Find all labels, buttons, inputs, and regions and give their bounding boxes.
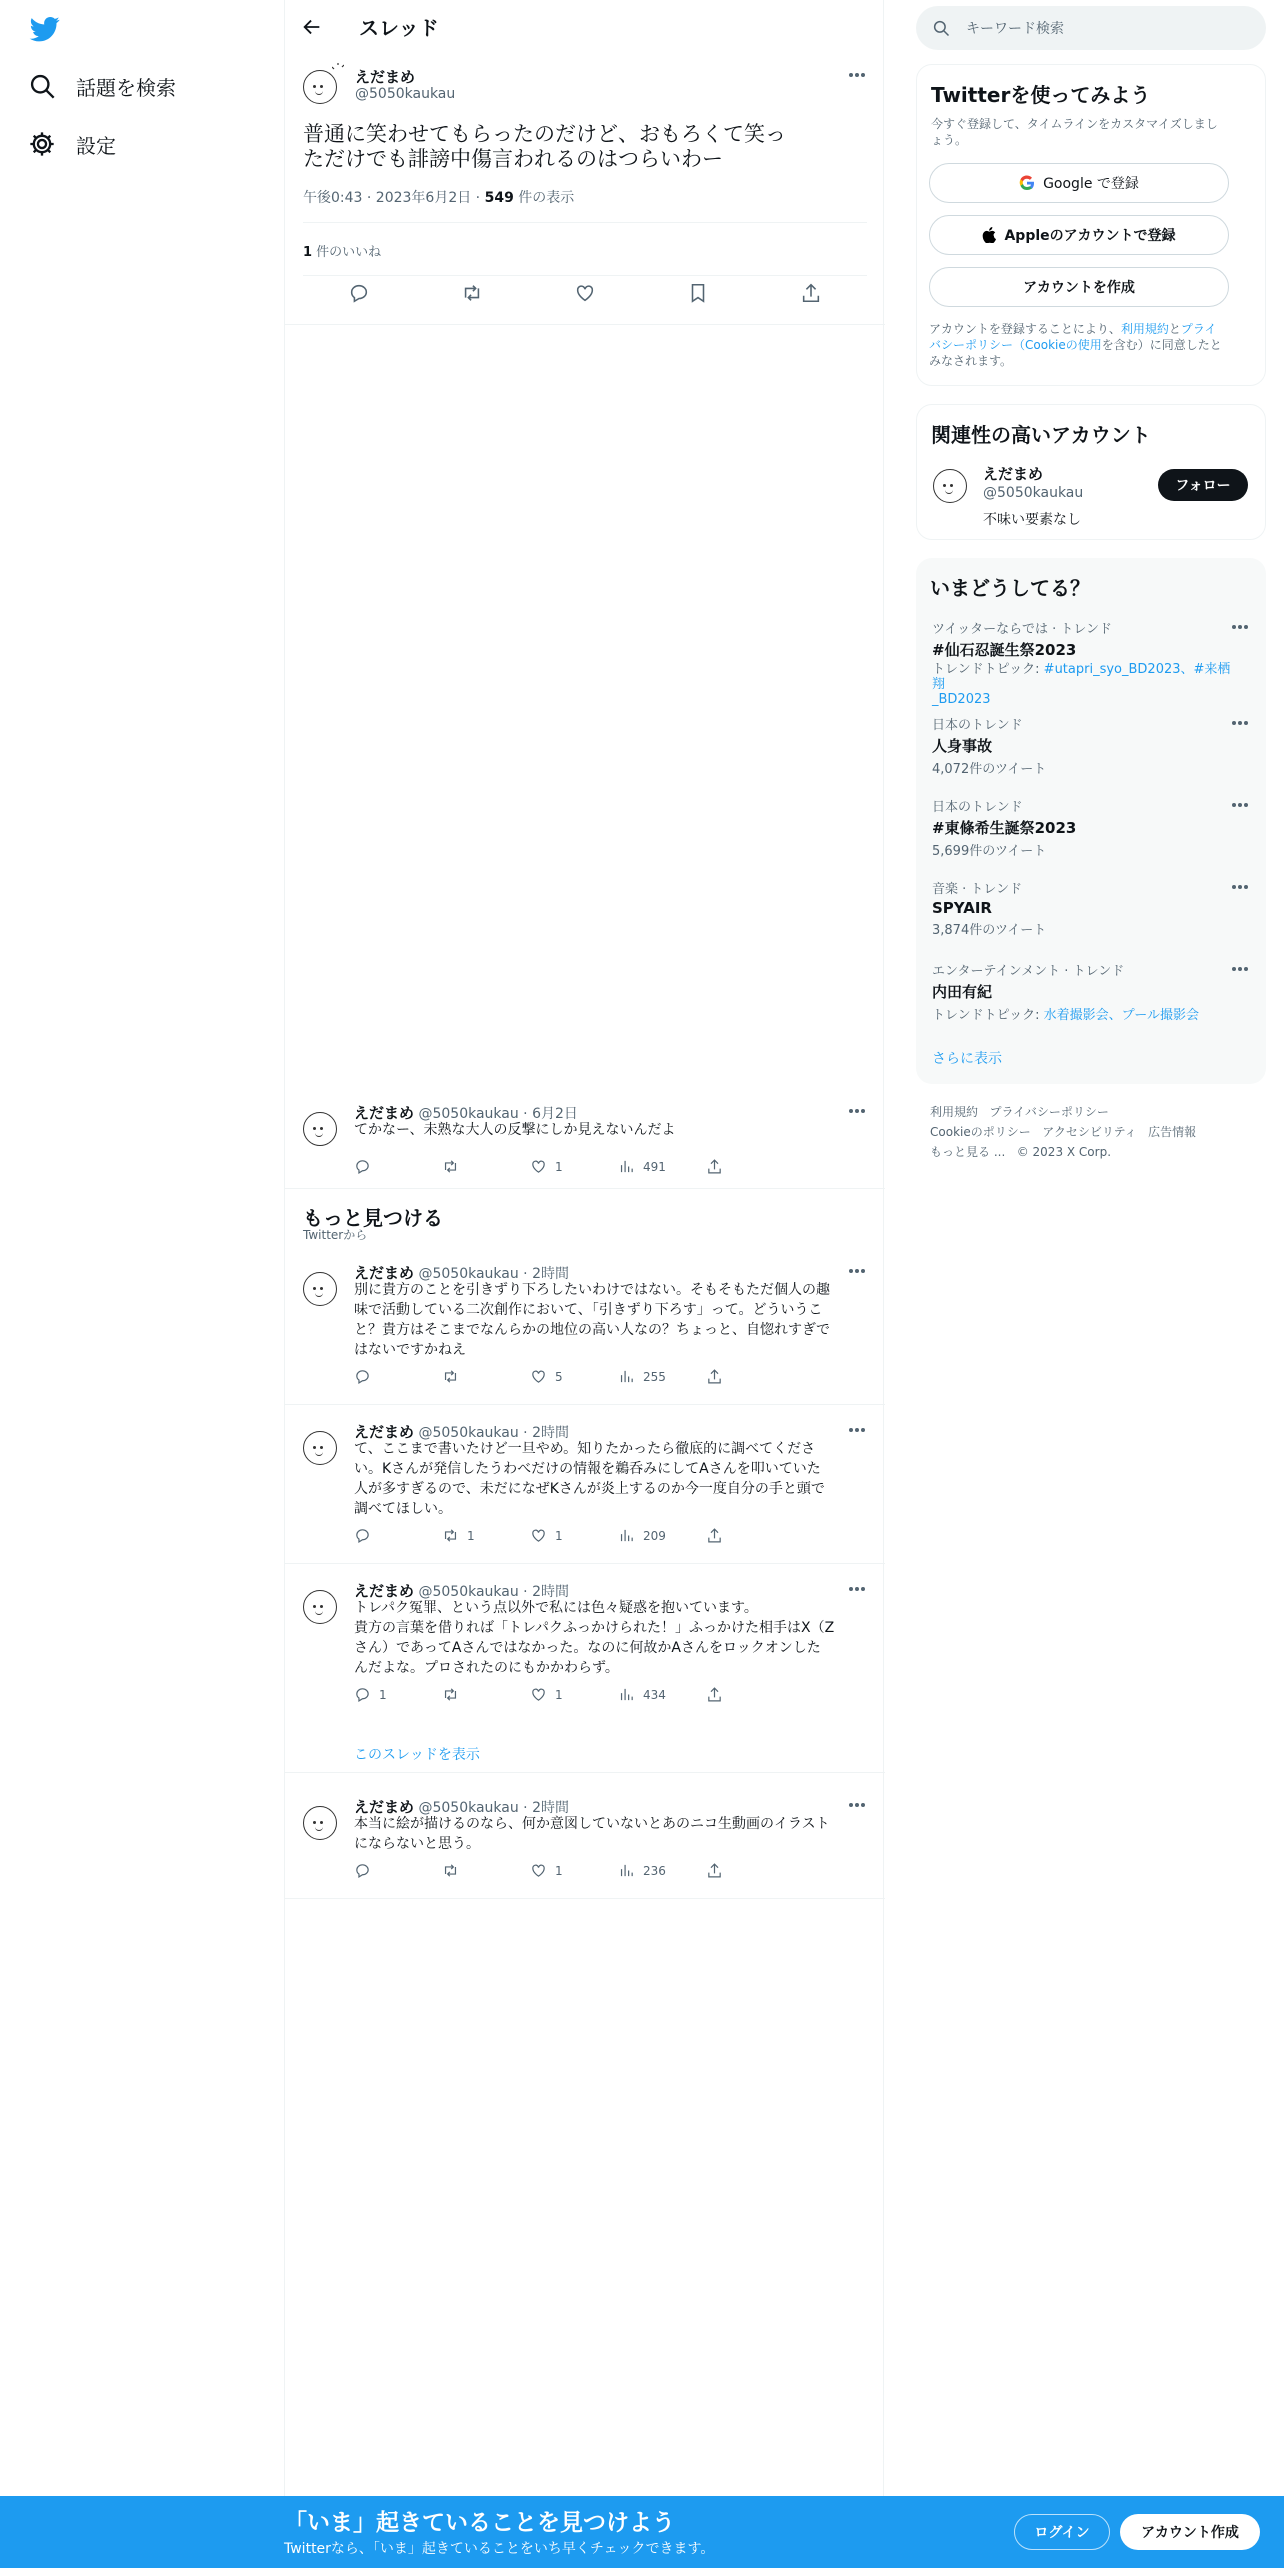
bottom-signup-bar [0, 2496, 1284, 2568]
related-name[interactable]: えだまめ [983, 465, 1044, 483]
trend-title: 人身事故 [932, 737, 993, 755]
divider [285, 1563, 885, 1564]
apple-signup-button[interactable] [929, 215, 1229, 255]
share-action[interactable] [706, 1158, 794, 1175]
bottom-subtitle: Twitterなら、「いま」起きていることをいち早くチェックできます。 [284, 2541, 715, 2557]
divider [303, 222, 867, 223]
retweet-icon [442, 1686, 459, 1703]
avatar[interactable] [303, 1806, 337, 1840]
trend-topics [932, 1004, 1242, 1023]
author-name[interactable]: えだまめ [355, 68, 416, 86]
author-meta[interactable]: @5050kaukau · 2時間 [418, 1266, 569, 1282]
bottom-title: 「いま」起きていることを見つけよう [284, 2510, 675, 2536]
avatar[interactable] [303, 1590, 337, 1624]
google-signup-label: Google で登録 [1043, 176, 1139, 192]
list-item[interactable] [285, 1262, 885, 1398]
related-bio: 不味い要素なし [983, 512, 1081, 528]
footer-links [930, 1102, 1196, 1162]
avatar[interactable] [933, 469, 967, 503]
bookmark-icon[interactable] [687, 282, 709, 304]
divider [285, 1898, 885, 1899]
author-meta[interactable]: @5050kaukau · 6月2日 [418, 1106, 578, 1122]
more-icon[interactable] [1230, 624, 1250, 630]
reply-icon [354, 1527, 371, 1544]
list-item[interactable] [285, 1421, 885, 1557]
likes-count: 1 [303, 245, 313, 260]
signup-button[interactable]: アカウント作成 [1120, 2514, 1260, 2550]
retweet-icon[interactable] [461, 282, 483, 304]
avatar[interactable] [303, 1431, 337, 1465]
like-count: 5 [555, 1369, 563, 1384]
divider [303, 275, 867, 276]
reply-count: 1 [379, 1687, 387, 1702]
more-icon[interactable] [847, 1108, 867, 1114]
divider [285, 1404, 885, 1405]
login-button[interactable]: ログイン [1014, 2514, 1110, 2550]
tweet-text-line: 本当に絵が描けるのなら、何か意図していないとあのニコ生動画のイラスト [354, 1816, 830, 1832]
nav-settings[interactable] [28, 124, 116, 164]
tweet-text-line: トレパク冤罪、という点以外で私には色々疑惑を抱いています。 [354, 1600, 758, 1616]
author-name[interactable]: えだまめ [354, 1798, 415, 1816]
views-action[interactable] [618, 1158, 706, 1175]
more-section-subtitle: Twitterから [303, 1228, 368, 1242]
trend-category: ツイッターならでは · トレンド [932, 622, 1113, 637]
author-name[interactable]: えだまめ [354, 1104, 415, 1122]
author-name[interactable]: えだまめ [354, 1423, 415, 1441]
views-action[interactable] [618, 1368, 706, 1385]
tweet-text-line: と？貴方はそこまでなんらかの地位の高い人なの？ちょっと、自惚れすぎで [354, 1322, 830, 1338]
sparkle-icon [332, 63, 344, 75]
reply-action[interactable] [354, 1862, 442, 1879]
reply-action[interactable] [354, 1158, 442, 1175]
trend-topic-link[interactable]: 水着撮影会、プール撮影会 [1043, 1008, 1200, 1023]
page-title: スレッド [359, 16, 439, 40]
trend-item[interactable] [932, 878, 1242, 938]
create-account-label: アカウントを作成 [1023, 280, 1135, 296]
tweet-text [354, 1598, 864, 1678]
tweet-text-line: 普通に笑わせてもらったのだけど、おもろくて笑っ [303, 122, 786, 146]
like-summary[interactable] [303, 241, 381, 260]
tweet-text-line: 調べてほしい。 [354, 1501, 452, 1517]
retweet-count: 1 [467, 1528, 475, 1543]
footer-link[interactable]: 広告情報 [1148, 1125, 1197, 1139]
like-icon[interactable] [574, 282, 596, 304]
terms-text: みなされます。 [929, 354, 1013, 368]
view-count: 491 [643, 1159, 666, 1174]
like-count: 1 [555, 1863, 563, 1878]
like-action[interactable] [530, 1686, 618, 1703]
signup-desc-line: 今すぐ登録して、タイムラインをカスタマイズしまし [931, 117, 1218, 131]
views-action[interactable] [618, 1527, 706, 1544]
google-icon [1019, 175, 1035, 191]
apple-icon [982, 227, 996, 243]
like-action[interactable] [530, 1158, 618, 1175]
footer-link[interactable]: 利用規約 [930, 1105, 979, 1119]
terms-text: と [1168, 322, 1181, 336]
trend-item[interactable] [932, 618, 1242, 707]
apple-signup-label: Appleのアカウントで登録 [1004, 228, 1176, 244]
thread-column [284, 0, 884, 2500]
like-action[interactable] [530, 1862, 618, 1879]
tweet-text-line: んだよな。プロされたのにもかかわらず。 [354, 1660, 619, 1676]
reply-icon [354, 1862, 371, 1879]
share-icon [706, 1368, 723, 1385]
tweet-text-line: はないですかねえ [354, 1342, 466, 1358]
avatar[interactable] [303, 1272, 337, 1306]
trend-topics [932, 662, 1242, 707]
tweet-text: てかなー、未熟な大人の反撃にしか見えないんだよ [354, 1122, 676, 1138]
trend-category: エンターテインメント · トレンド [932, 964, 1125, 979]
retweet-action[interactable] [442, 1158, 530, 1175]
trend-topic-link[interactable]: #utapri_syo_BD2023、#来栖翔 [932, 662, 1231, 692]
nav-explore-label: 話題を検索 [76, 75, 176, 100]
tweet-text-line: ただけでも誹謗中傷言われるのはつらいわー [303, 147, 723, 171]
copyright: © 2023 X Corp. [1016, 1145, 1112, 1159]
tweet-actions [354, 1527, 794, 1544]
tweet-text [354, 1439, 864, 1519]
tweet-text-line: さん）であってAさんではなかった。なのに何故かAさんをロックオンした [354, 1640, 821, 1656]
nav-explore[interactable] [28, 66, 176, 106]
footer-link[interactable]: アクセシビリティ [1042, 1125, 1137, 1139]
more-icon[interactable] [847, 1268, 867, 1274]
trend-topic-prefix: トレンドトピック: [932, 1008, 1044, 1023]
tweet-text [303, 122, 863, 172]
signup-desc-line: ょう。 [931, 133, 968, 147]
reply-icon [354, 1686, 371, 1703]
gear-icon [28, 130, 56, 158]
show-thread-link[interactable]: このスレッドを表示 [354, 1747, 480, 1763]
share-icon [706, 1158, 723, 1175]
retweet-action[interactable] [442, 1368, 530, 1385]
search-placeholder: キーワード検索 [966, 21, 1064, 37]
views-icon [618, 1686, 635, 1703]
like-count: 1 [555, 1528, 563, 1543]
trend-title: 内田有紀 [932, 983, 993, 1001]
more-icon[interactable] [847, 72, 867, 78]
reply-action[interactable] [354, 1527, 442, 1544]
share-action[interactable] [706, 1686, 794, 1703]
like-icon [530, 1368, 547, 1385]
trends-card [916, 558, 1266, 1084]
author-meta[interactable]: @5050kaukau · 2時間 [418, 1584, 569, 1600]
views-action[interactable] [618, 1862, 706, 1879]
like-count: 1 [555, 1159, 563, 1174]
avatar[interactable] [303, 70, 337, 104]
view-count: 236 [643, 1863, 666, 1878]
views-icon [618, 1368, 635, 1385]
view-count: 434 [643, 1687, 666, 1702]
reply-icon[interactable] [348, 282, 370, 304]
related-title: 関連性の高いアカウント [931, 423, 1151, 447]
like-icon [530, 1862, 547, 1879]
divider [285, 1188, 885, 1189]
tweet-time[interactable]: 午後0:43 · 2023年6月2日 · [303, 190, 485, 206]
back-arrow-icon[interactable] [301, 16, 323, 38]
terms-text: を含む）に同意したと [1101, 338, 1222, 352]
privacy-link[interactable]: プライ [1180, 322, 1217, 336]
more-icon[interactable] [847, 1802, 867, 1808]
create-account-button[interactable] [929, 267, 1229, 307]
trend-item[interactable] [932, 960, 1242, 1023]
signup-terms [929, 321, 1249, 369]
retweet-action[interactable] [442, 1686, 530, 1703]
tweet-text-line: 人が多すぎるので、未だになぜKさんが炎上するのか今一度自分の手と頭で [354, 1481, 825, 1497]
trend-category: 日本のトレンド [932, 800, 1023, 815]
retweet-icon [442, 1368, 459, 1385]
divider [285, 324, 885, 325]
share-action[interactable] [706, 1368, 794, 1385]
author-name[interactable]: えだまめ [354, 1582, 415, 1600]
tweet-meta [303, 187, 574, 207]
list-item[interactable] [285, 1796, 885, 1892]
tweet-actions [354, 1686, 794, 1703]
search-icon [932, 19, 950, 37]
trend-title: SPYAIR [932, 899, 992, 917]
reply-action[interactable] [354, 1368, 442, 1385]
signup-title: Twitterを使ってみよう [931, 83, 1151, 107]
more-icon[interactable] [1230, 802, 1250, 808]
more-icon[interactable] [1230, 884, 1250, 890]
views-icon [618, 1158, 635, 1175]
tweet-text-line: て、ここまで書いたけど一旦やめ。知りたかったら徹底的に調べてくださ [354, 1441, 816, 1457]
like-icon [530, 1527, 547, 1544]
tweet-text [354, 1280, 864, 1360]
privacy-link[interactable]: バシーポリシー（Cookieの使用 [929, 338, 1102, 352]
thread-header [285, 0, 885, 53]
trend-topic-prefix: トレンドトピック: [932, 662, 1044, 677]
share-icon[interactable] [800, 282, 822, 304]
trend-title: #仙石忍誕生祭2023 [932, 641, 1077, 659]
twitter-logo-icon[interactable] [28, 14, 62, 44]
author-handle[interactable]: @5050kaukau [355, 86, 456, 102]
google-signup-button[interactable] [929, 163, 1229, 203]
like-icon [530, 1686, 547, 1703]
like-count: 1 [555, 1687, 563, 1702]
likes-label: 件のいいね [312, 245, 382, 260]
more-icon[interactable] [1230, 966, 1250, 972]
view-count: 209 [643, 1528, 666, 1543]
tweet-views: 549 [484, 190, 514, 206]
author-name[interactable]: えだまめ [354, 1264, 415, 1282]
trend-item[interactable] [932, 714, 1242, 777]
share-icon [706, 1862, 723, 1879]
share-action[interactable] [706, 1527, 794, 1544]
like-icon [530, 1158, 547, 1175]
retweet-action[interactable] [442, 1862, 530, 1879]
reply-action[interactable] [354, 1686, 442, 1703]
retweet-icon [442, 1158, 459, 1175]
signup-desc [931, 116, 1251, 148]
tweet-text-line: い。Kさんが発信したうわべだけの情報を鵜呑みにしてAさんを叩いていた [354, 1461, 821, 1477]
tweet-text [354, 1814, 864, 1854]
terms-link[interactable]: 利用規約 [1120, 322, 1169, 336]
footer-more-link[interactable]: もっと見る ... [930, 1145, 1006, 1159]
views-action[interactable] [618, 1686, 706, 1703]
more-icon[interactable] [847, 1586, 867, 1592]
retweet-icon [442, 1862, 459, 1879]
tweet-text-line: 別に貴方のことを引きずり下ろしたいわけではない。そもそもただ個人の趣 [354, 1282, 830, 1298]
trend-title: #東條希生誕祭2023 [932, 819, 1077, 837]
share-action[interactable] [706, 1862, 794, 1879]
signup-card [916, 64, 1266, 386]
avatar[interactable] [303, 1112, 337, 1146]
like-action[interactable] [530, 1527, 618, 1544]
tweet-actions [354, 1368, 794, 1385]
related-accounts-card [916, 404, 1266, 540]
show-more-trends-link[interactable]: さらに表示 [932, 1051, 1002, 1067]
more-icon[interactable] [847, 1427, 867, 1433]
views-icon [618, 1527, 635, 1544]
trend-count: 5,699件のツイート [932, 844, 1047, 859]
left-nav [0, 0, 284, 2568]
reply-icon [354, 1368, 371, 1385]
author-meta[interactable]: @5050kaukau · 2時間 [418, 1425, 569, 1441]
follow-button[interactable]: フォロー [1158, 469, 1248, 501]
reply-tweet[interactable] [285, 1102, 885, 1182]
trends-title: いまどうしてる？ [930, 576, 1090, 600]
list-item[interactable] [285, 1580, 885, 1716]
trend-count: 3,874件のツイート [932, 923, 1047, 938]
footer-link[interactable]: プライバシーポリシー [989, 1105, 1109, 1119]
search-icon [28, 72, 56, 100]
share-icon [706, 1527, 723, 1544]
tweet-text-line: にならないと思う。 [354, 1836, 480, 1852]
share-icon [706, 1686, 723, 1703]
retweet-action[interactable] [442, 1527, 530, 1544]
footer-link[interactable]: Cookieのポリシー [930, 1125, 1031, 1139]
tweet-views-label: 件の表示 [513, 190, 575, 206]
views-icon [618, 1862, 635, 1879]
tweet-text-line: 貴方の言葉を借りれば「トレパクふっかけられた！」ふっかけた相手はX（Z [354, 1620, 835, 1636]
related-handle[interactable]: @5050kaukau [983, 485, 1084, 501]
retweet-icon [442, 1527, 459, 1544]
more-section-title: もっと見つける [303, 1206, 443, 1230]
like-action[interactable] [530, 1368, 618, 1385]
more-icon[interactable] [1230, 720, 1250, 726]
trend-category: 音楽 · トレンド [932, 882, 1023, 897]
trend-category: 日本のトレンド [932, 718, 1023, 733]
view-count: 255 [643, 1369, 666, 1384]
trend-item[interactable] [932, 796, 1242, 859]
nav-settings-label: 設定 [76, 133, 116, 158]
search-input[interactable] [916, 6, 1266, 50]
author-meta[interactable]: @5050kaukau · 2時間 [418, 1800, 569, 1816]
tweet-actions [354, 1158, 794, 1175]
tweet-text-line: 味で活動している二次創作において、「引きずり下ろす」って。どういうこ [354, 1302, 823, 1318]
terms-text: アカウントを登録することにより、 [929, 322, 1121, 336]
trend-topic-link[interactable]: _BD2023 [932, 692, 991, 707]
divider [285, 1772, 885, 1773]
reply-icon [354, 1158, 371, 1175]
tweet-actions [354, 1862, 794, 1879]
tweet-actions [303, 282, 867, 304]
trend-count: 4,072件のツイート [932, 762, 1047, 777]
